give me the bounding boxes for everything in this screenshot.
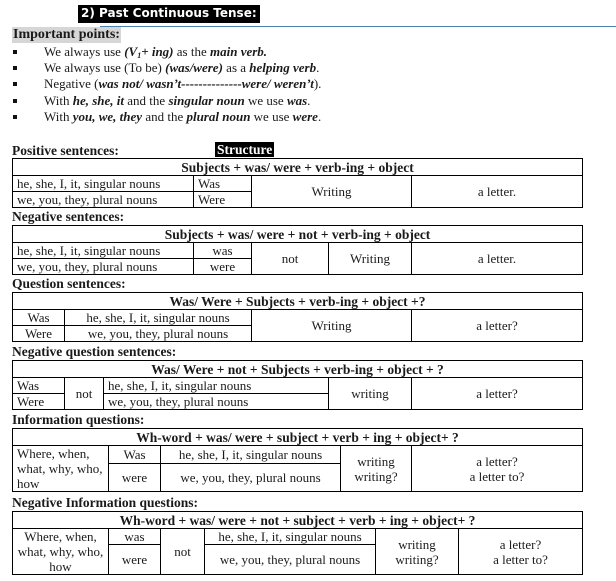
helper-singular: Was xyxy=(13,378,65,394)
helper-singular: was xyxy=(194,243,252,259)
verb-cell xyxy=(376,529,459,575)
title-area xyxy=(0,0,616,30)
negative-information-table xyxy=(12,511,583,575)
square-bullet-icon xyxy=(13,50,17,54)
verb-2: writing? xyxy=(354,468,398,484)
important-point xyxy=(12,76,321,92)
point-text: as the xyxy=(173,44,210,59)
square-bullet-icon xyxy=(13,66,17,70)
object-cell: a letter? xyxy=(412,310,583,342)
verb-1: writing xyxy=(357,453,395,469)
question-table xyxy=(12,292,583,342)
square-bullet-icon xyxy=(13,82,17,86)
object-2: a letter to? xyxy=(469,468,525,484)
negative-sentences-label: Negative sentences: xyxy=(12,209,125,224)
page-title: 2) Past Continuous Tense: xyxy=(78,5,260,23)
emphasis-text: singular noun xyxy=(168,92,245,108)
wh-words-cell: Where, when, what, why, who, how xyxy=(13,529,109,575)
subject-singular: he, she, I, it, singular nouns xyxy=(65,310,252,326)
subject-singular: he, she, I, it, singular nouns xyxy=(13,243,194,259)
point-text: Negative ( xyxy=(44,76,99,92)
important-point xyxy=(12,93,321,109)
structure-badge: Structure xyxy=(217,142,273,157)
title-rule-divider xyxy=(100,26,616,27)
important-point xyxy=(12,44,321,60)
point-text: We always use (To be) xyxy=(44,60,166,76)
emphasis-text: main verb. xyxy=(210,44,268,59)
emphasis-text: were xyxy=(292,108,318,124)
verb-cell xyxy=(341,446,412,492)
square-bullet-icon xyxy=(13,99,17,103)
question-sentences-label: Question sentences: xyxy=(12,276,126,291)
object-cell: a letter. xyxy=(412,243,583,275)
negative-formula: Subjects + was/ were + not + verb-ing + object xyxy=(13,226,583,243)
object-2: a letter to? xyxy=(493,551,548,567)
information-questions-label: Information questions: xyxy=(12,412,145,427)
negative-table xyxy=(12,225,583,275)
emphasis-text: was xyxy=(286,92,308,108)
important-point xyxy=(12,60,321,76)
subscript-text: 1 xyxy=(137,51,142,60)
object-cell: a letter? xyxy=(412,378,583,410)
subject-plural: we, you, they, plural nouns xyxy=(13,259,194,275)
not-cell: not xyxy=(161,529,205,575)
helper-plural: Were xyxy=(13,326,65,342)
helper-plural: were xyxy=(109,464,161,492)
negative-information-formula: Wh-word + was/ were + not + subject + verb + ing + object+ ? xyxy=(13,512,583,529)
helper-plural: Were xyxy=(13,394,65,410)
not-cell: not xyxy=(65,378,104,410)
question-formula: Was/ Were + Subjects + verb-ing + object +? xyxy=(13,293,583,310)
positive-sentences-label: Positive sentences: xyxy=(12,143,119,158)
square-bullet-icon xyxy=(13,115,17,119)
object-cell xyxy=(412,446,583,492)
emphasis-text: helping verb xyxy=(249,60,317,76)
negative-question-label: Negative question sentences: xyxy=(12,344,177,359)
point-text: . xyxy=(317,108,322,124)
helper-plural: were xyxy=(109,545,161,575)
object-cell: a letter. xyxy=(412,176,583,208)
emphasis-text: (V xyxy=(124,44,138,59)
subject-plural: we, you, they, plural nouns xyxy=(104,394,329,410)
point-text: we use xyxy=(250,108,293,124)
verb-1: writing xyxy=(398,536,436,552)
negative-information-label: Negative Information questions: xyxy=(12,495,198,510)
point-text: as a xyxy=(222,60,250,76)
verb-cell: writing xyxy=(329,378,412,410)
negative-question-table xyxy=(12,360,583,410)
information-questions-table xyxy=(12,428,583,492)
emphasis-text: plural noun xyxy=(186,108,251,124)
subject-singular: he, she, I, it, singular nouns xyxy=(161,446,341,464)
important-point xyxy=(12,109,321,125)
emphasis-text: was not/ wasn’t--------------were/ weren’t xyxy=(98,76,314,92)
emphasis-text: he, she, it xyxy=(72,92,125,108)
emphasis-text: (was/were) xyxy=(165,60,223,76)
negative-question-formula: Was/ Were + not + Subjects + verb-ing + object + ? xyxy=(13,361,583,378)
helper-plural: were xyxy=(194,259,252,275)
wh-words-cell: Where, when, what, why, who, how xyxy=(13,446,109,492)
not-cell: not xyxy=(252,243,329,275)
subject-plural: we, you, they, plural nouns xyxy=(65,326,252,342)
helper-singular: Was xyxy=(194,176,252,192)
point-text: and the xyxy=(124,92,169,108)
point-text: . xyxy=(307,92,311,108)
point-text: and the xyxy=(142,108,187,124)
point-text: With xyxy=(44,108,73,124)
emphasis-text: you, we, they xyxy=(72,108,143,124)
object-1: a letter? xyxy=(476,453,518,469)
subject-singular: he, she, I, it, singular nouns xyxy=(13,176,194,192)
point-text: . xyxy=(316,60,320,76)
object-1: a letter? xyxy=(499,536,542,552)
verb-2: writing? xyxy=(395,551,439,567)
helper-singular: Was xyxy=(13,310,65,326)
subject-singular: he, she, I, it, singular nouns xyxy=(104,378,329,394)
helper-singular: Was xyxy=(109,446,161,464)
emphasis-text: + ing) xyxy=(141,44,174,59)
helper-plural: Were xyxy=(194,192,252,208)
helper-singular: was xyxy=(109,529,161,545)
important-points-heading: Important points: xyxy=(13,27,120,42)
subject-plural: we, you, they, plural nouns xyxy=(205,545,376,575)
point-text: We always use xyxy=(44,44,125,59)
object-cell xyxy=(459,529,583,575)
verb-cell: Writing xyxy=(252,310,412,342)
subject-plural: we, you, they, plural nouns xyxy=(161,464,341,492)
important-points-list xyxy=(12,44,321,125)
positive-table xyxy=(12,158,583,208)
point-text: ). xyxy=(313,76,322,92)
verb-cell: Writing xyxy=(252,176,412,208)
point-text: we use xyxy=(244,92,287,108)
verb-cell: Writing xyxy=(329,243,412,275)
point-text: With xyxy=(44,92,73,108)
subject-singular: he, she, I, it, singular nouns xyxy=(205,529,376,545)
information-formula: Wh-word + was/ were + subject + verb + ing + object+ ? xyxy=(13,429,583,446)
positive-formula: Subjects + was/ were + verb-ing + object xyxy=(13,159,583,176)
subject-plural: we, you, they, plural nouns xyxy=(13,192,194,208)
